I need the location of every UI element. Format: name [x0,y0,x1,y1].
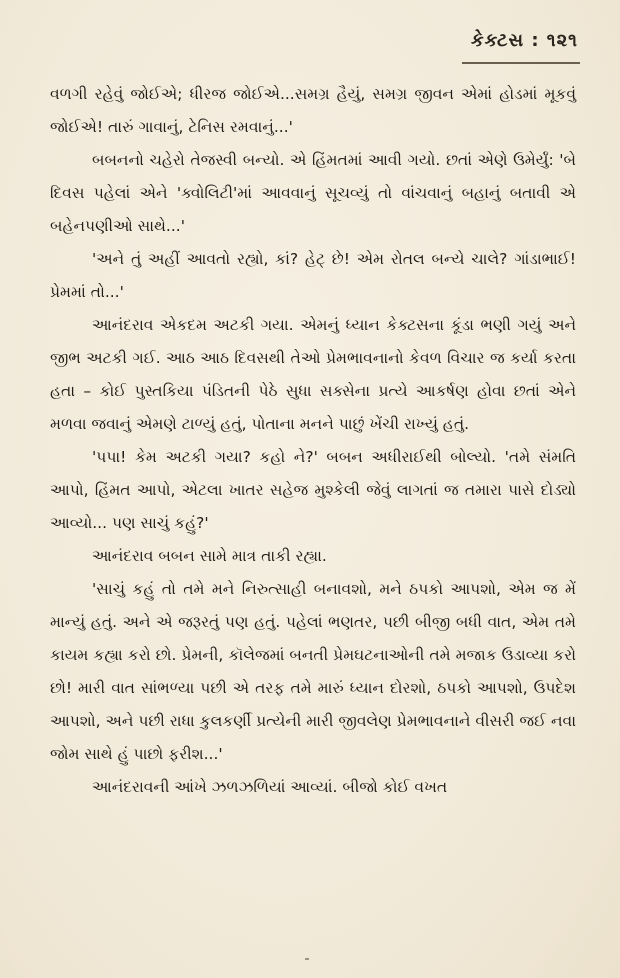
paragraph-8: આનંદરાવની આંખે ઝળઝળિયાં આવ્યાં. બીજો કોઈ વખત [92,778,448,796]
header-rule [462,62,580,64]
paragraph-2: બબનનો ચહેરો તેજસ્વી બન્યો. એ હિંમતમાં આવી ગયો. છતાં એણે ઉમેર્યું: 'બે દિવસ પહેલાં એને 'ક્વોલિટી'માં આવવાનું સૂચવ્યું તો વાંચવાનું બહાનું બતાવી એ બહેનપણીઓ સાથે...' [50,151,576,235]
paragraph-6: આનંદરાવ બબન સામે માત્ર તાકી રહ્યા. [92,547,327,565]
paragraph-1: વળગી રહેવું જોઈએ; ધીરજ જોઈએ...સમગ્ર હૈયું, સમગ્ર જીવન એમાં હોડમાં મૂકવું જોઈએ! તારું ગાવાનું, ટેનિસ રમવાનું...' [50,85,576,136]
body-text [50,78,576,804]
running-head: કેક્ટસ : ૧૨૧ [470,30,578,51]
paragraph-7: 'સાચું કહું તો તમે મને નિરુત્સાહી બનાવશો, મને ઠપકો આપશો, એમ જ મેં માન્યું હતું. અને એ જરૂરતું પણ હતું. પહેલાં ભણતર, પછી બીજી બધી વાત, એમ તમે કાયમ કહ્યા કરો છો. પ્રેમની, કૉલેજમાં બનતી પ્રેમઘટનાઓની તમે મજાક ઉડાવ્યા કરો છો! મારી વાત સાંભળ્યા પછી એ તરફ તમે મારું ધ્યાન દોરશો, ઠપકો આપશો, ઉપદેશ આપશો, અને પછી રાધા કુલકર્ણી પ્રત્યેની મારી જીવલેણ પ્રેમભાવનાને વીસરી જઈ નવા જોમ સાથે હું પાછો ફરીશ...' [50,580,576,763]
paragraph-5: 'પપા! કેમ અટકી ગયા? કહો ને?' બબન અધીરાઈથી બોલ્યો. 'તમે સંમતિ આપો, હિંમત આપો, એટલા ખાતર સહેજ મુશ્કેલી જેવું લાગતાં જ તમારા પાસે દોડ્યો આવ્યો... પણ સાચું કહું?' [50,448,576,532]
paragraph-3: 'અને તું અહીં આવતો રહ્યો, કાં? હેટ્ છે! એમ રોતલ બન્યે ચાલે? ગાંડાભાઈ! પ્રેમમાં તો...' [50,250,576,301]
footer-mark [305,958,309,960]
paragraph-4: આનંદરાવ એકદમ અટકી ગયા. એમનું ધ્યાન કેક્ટસના કૂંડા ભણી ગયું અને જીભ અટકી ગઈ. આઠ આઠ દિવસથી તેઓ પ્રેમભાવનાનો કેવળ વિચાર જ કર્યા કરતા હતા – કોઈ પુસ્તકિયા પંડિતની પેઠે સુધા સક્સેના પ્રત્યે આકર્ષણ હોવા છતાં એને મળવા જવાનું એમણે ટાળ્યું હતું, પોતાના મનને પાછું ખેંચી રાખ્યું હતું. [50,316,576,433]
